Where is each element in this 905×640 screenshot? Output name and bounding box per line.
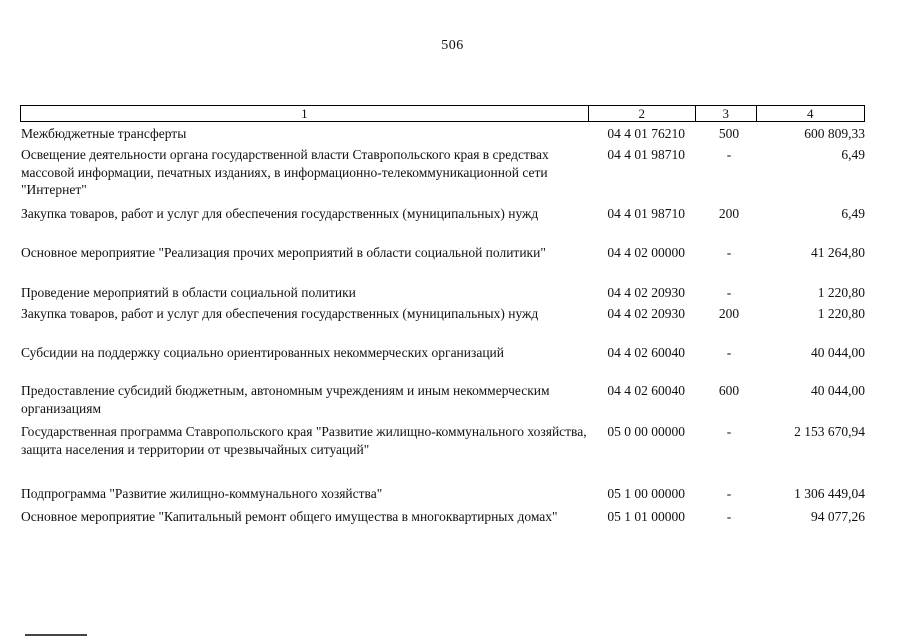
table-row [20,125,865,143]
table-row [20,344,865,362]
row-code: 04 4 02 00000 [607,245,685,260]
row-name: Межбюджетные трансферты [21,126,187,141]
row-amount: 6,49 [841,147,865,162]
row-type: 200 [718,206,740,221]
header-col-3: 3 [695,106,756,121]
header-col-1: 1 [301,106,308,121]
table-row [20,508,865,526]
row-code: 04 4 02 20930 [607,306,685,321]
row-amount: 1 306 449,04 [794,486,865,501]
table-row [20,485,865,503]
table-row [20,205,865,223]
row-type: 500 [718,126,740,141]
row-code: 04 4 01 98710 [607,147,685,162]
row-type: - [726,424,732,439]
row-name: Подпрограмма "Развитие жилищно-коммунального хозяйства" [21,486,383,501]
row-code: 04 4 01 98710 [607,206,685,221]
row-code: 04 4 02 60040 [607,345,685,360]
header-col-4: 4 [756,106,864,121]
table-header [20,105,865,122]
row-code: 04 4 02 60040 [607,383,685,398]
table-row [20,284,865,302]
row-type: - [726,509,732,524]
row-amount: 94 077,26 [811,509,865,524]
row-name: Субсидии на поддержку социально ориентированных некоммерческих организаций [21,345,505,360]
row-amount: 41 264,80 [811,245,865,260]
row-amount: 600 809,33 [804,126,865,141]
table-row [20,382,865,417]
page-number: 506 [441,38,464,53]
row-amount: 40 044,00 [811,383,865,398]
row-type: - [726,245,732,260]
row-amount: 2 153 670,94 [794,424,865,439]
row-name: Основное мероприятие "Реализация прочих мероприятий в области социальной политики" [21,245,546,260]
row-amount: 40 044,00 [811,345,865,360]
header-col-2: 2 [588,106,695,121]
row-name: Закупка товаров, работ и услуг для обеспечения государственных (муниципальных) нужд [21,206,539,221]
row-type: - [726,147,732,162]
row-name: Предоставление субсидий бюджетным, автономным учреждениям и иным некоммерческим организациям [21,383,550,416]
row-name: Проведение мероприятий в области социальной политики [21,285,356,300]
footer-divider [25,634,87,636]
row-type: - [726,345,732,360]
row-name: Освещение деятельности органа государственной власти Ставропольского края в средствах массовой информации, печатных изданиях, в информационно-телекоммуникационной сети "Интернет" [21,147,549,197]
row-type: 200 [718,306,740,321]
table-row [20,305,865,323]
row-name: Закупка товаров, работ и услуг для обеспечения государственных (муниципальных) нужд [21,306,539,321]
row-type: 600 [718,383,740,398]
table-row [20,423,865,458]
row-code: 05 1 01 00000 [607,509,685,524]
row-type: - [726,285,732,300]
table-row [20,244,865,262]
row-code: 05 1 00 00000 [607,486,685,501]
row-code: 04 4 02 20930 [607,285,685,300]
row-name: Государственная программа Ставропольского края "Развитие жилищно-коммунального хозяйства, защита населения и территории от чрезвычайных ситуаций" [21,424,587,457]
row-code: 04 4 01 76210 [607,126,685,141]
row-name: Основное мероприятие "Капитальный ремонт общего имущества в многоквартирных домах" [21,509,558,524]
row-type: - [726,486,732,501]
budget-table [20,105,865,524]
row-amount: 1 220,80 [817,285,865,300]
row-amount: 1 220,80 [817,306,865,321]
row-code: 05 0 00 00000 [607,424,685,439]
table-row [20,146,865,199]
row-amount: 6,49 [841,206,865,221]
